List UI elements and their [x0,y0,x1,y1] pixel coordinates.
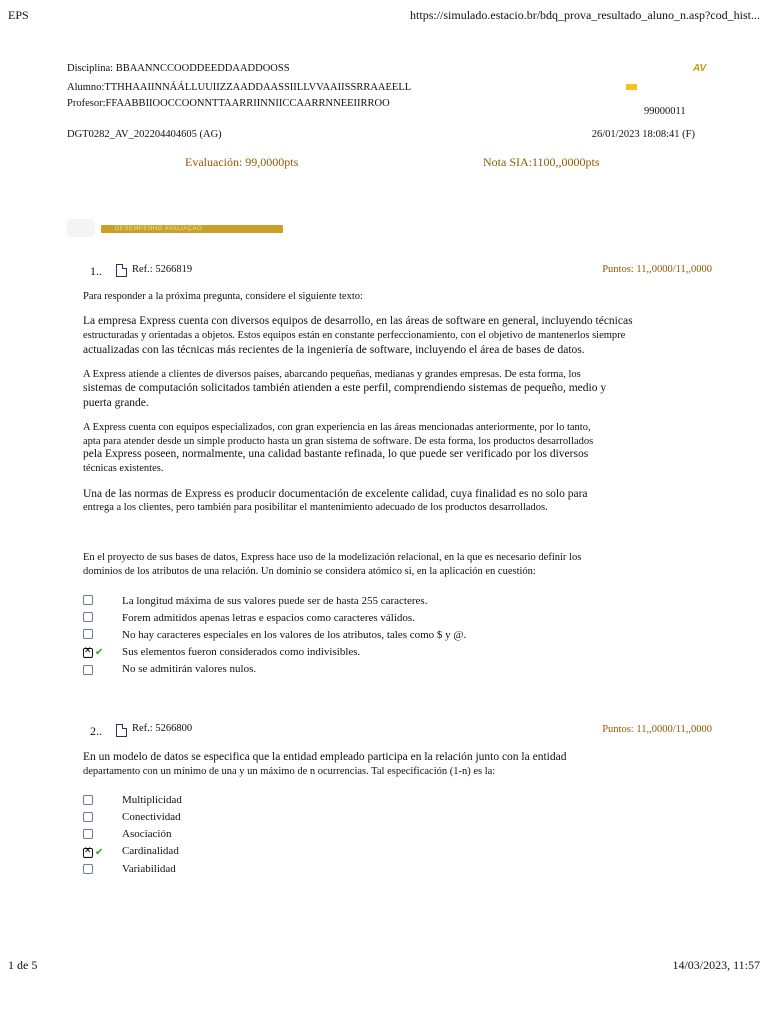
option-checkbox[interactable] [83,864,93,874]
print-header-url: https://simulado.estacio.br/bdq_prova_resultado_aluno_n.asp?cod_hist... [410,8,760,22]
option-checkbox[interactable] [83,812,93,822]
question-number: 1.. [90,264,102,278]
option-checkbox[interactable] [83,795,93,805]
document-icon [116,724,127,737]
question-ref: Ref.: 5266819 [132,264,193,275]
option-label[interactable]: No se admitirán valores nulos. [122,663,257,675]
section-banner: DESEMPENHO AVALIAÇÃO [101,225,283,233]
paragraph-line: A Express atiende a clientes de diversos países, abarcando pequeñas, medianas y grandes empresas. De esta forma, los [83,369,581,380]
paragraph-line: estructuradas y orientadas a objetos. Estos equipos están en constante perfeccionamiento, con el objetivo de mantenerlos siempre [83,330,626,341]
paragraph-line: entrega a los clientes, pero también para posibilitar el mantenimiento adecuado de los productos desarrollados. [83,502,548,513]
question-points: Puntos: 11,,0000/11,,0000 [602,724,712,735]
logo: AV [693,63,707,74]
option-checkbox-checked[interactable] [83,648,93,658]
exam-code: DGT0282_AV_202204404605 (AG) [67,129,222,140]
question-text: departamento con un mínimo de una y un máximo de n ocurrencias. Tal especificación (1-n) es la: [83,766,496,777]
question-text: En el proyecto de sus bases de datos, Express hace uso de la modelización relacional, en la que es necesario definir los [83,552,582,563]
profesor-label: Profesor:FFAABBIIOOCCOONNTTAARRIINNIICCAARRNNEEIIRROO [67,98,390,109]
paragraph-line: apta para atender desde un simple producto hasta un gran sistema de software. De esta forma, los productos desarrollados [83,436,594,447]
paragraph-line: puerta grande. [83,397,149,409]
option-checkbox[interactable] [83,829,93,839]
option-checkbox[interactable] [83,629,93,639]
sia-grade: Nota SIA:1100,,0000pts [483,155,600,169]
exam-datetime: 26/01/2023 18:08:41 (F) [591,129,695,140]
paragraph-line: técnicas existentes. [83,463,164,474]
option-label[interactable]: Conectividad [122,811,181,823]
page-counter: 1 de 5 [8,958,38,972]
paragraph-line: actualizadas con las técnicas más recientes de la ingeniería de software, incluyendo el área de bases de datos. [83,344,585,356]
evaluation-score: Evaluación: 99,0000pts [185,155,299,169]
question-text: En un modelo de datos se especifica que la entidad empleado participa en la relación junto con la entidad [83,751,567,763]
correct-check-icon: ✔ [95,847,104,858]
option-checkbox[interactable] [83,595,93,605]
question-ref: Ref.: 5266800 [132,723,193,734]
paragraph-line: La empresa Express cuenta con diversos equipos de desarrollo, en las áreas de software en general, incluyendo técnicas [83,315,633,327]
alumno-label: Alumno:TTHHAAIINNÁÁLLUUIIZZAADDAASSIILLVVAAIISSRRAAEELL [67,82,412,93]
student-code: 99000011 [644,106,686,117]
option-checkbox[interactable] [83,665,93,675]
option-label[interactable]: Multiplicidad [122,794,182,806]
option-label[interactable]: Sus elementos fueron considerados como indivisibles. [122,646,361,658]
print-header-title: EPS [8,8,29,22]
correct-check-icon: ✔ [95,647,104,658]
banner-icon [67,219,95,237]
question-text: dominios de los atributos de una relación. Un dominio se considera atómico si, en la aplicación en cuestión: [83,566,536,577]
option-label[interactable]: Variabilidad [122,863,176,875]
option-label[interactable]: No hay caracteres especiales en los valores de los atributos, tales como $ y @. [122,629,467,641]
print-date: 14/03/2023, 11:57 [672,958,760,972]
option-checkbox-checked[interactable] [83,848,93,858]
document-icon [116,264,127,277]
disciplina-label: Disciplina: BBAANNCCOODDEEDDAADDOOSS [67,63,290,74]
paragraph-line: A Express cuenta con equipos especializados, con gran experiencia en las áreas mencionadas anteriormente, por lo tanto, [83,422,591,433]
question-intro: Para responder a la próxima pregunta, considere el siguiente texto: [83,291,363,302]
option-label[interactable]: La longitud máxima de sus valores puede ser de hasta 255 caracteres. [122,595,428,607]
paragraph-line: Una de las normas de Express es producir documentación de excelente calidad, cuya finalidad es no solo para [83,488,588,500]
option-label[interactable]: Forem admitidos apenas letras e espacios como caracteres válidos. [122,612,415,624]
paragraph-line: sistemas de computación solicitados también atienden a este perfil, comprendiendo sistemas de pequeño, medio y [83,382,607,394]
option-label[interactable]: Asociación [122,828,172,840]
paragraph-line: pela Express poseen, normalmente, una calidad bastante refinada, lo que puede ser verificado por los diversos [83,448,589,460]
option-checkbox[interactable] [83,612,93,622]
option-label[interactable]: Cardinalidad [122,845,179,857]
question-number: 2.. [90,724,102,738]
question-points: Puntos: 11,,0000/11,,0000 [602,264,712,275]
highlight-mark [626,84,637,90]
